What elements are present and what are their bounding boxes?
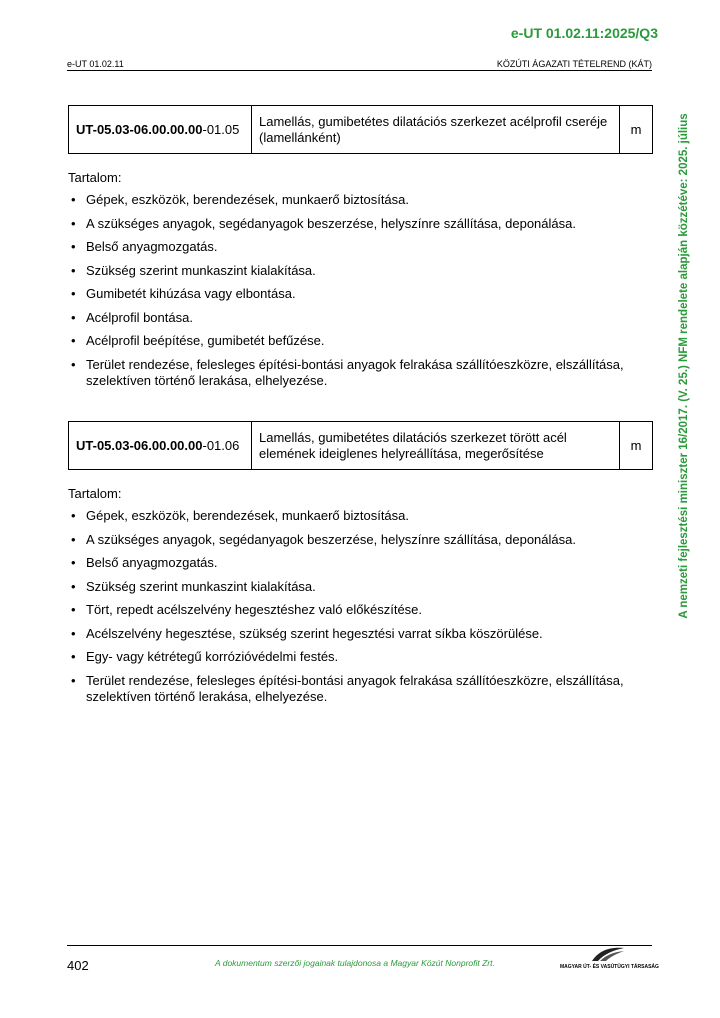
list-item: • Acélprofil beépítése, gumibetét befűzése.	[68, 333, 653, 349]
item-code	[69, 106, 252, 154]
list-item: • Gumibetét kihúzása vagy elbontása.	[68, 286, 653, 302]
item-code-main: UT-05.03-06.00.00.00	[76, 438, 203, 453]
item-contents-1	[68, 170, 653, 396]
item-contents-2	[68, 486, 653, 712]
list-item: • Egy- vagy kétrétegű korrózióvédelmi festés.	[68, 649, 653, 665]
list-item: • Terület rendezése, felesleges építési-bontási anyagok felrakása szállítóeszközre, elszállítása, szelektíven történő lerakása, elhelyezése.	[68, 673, 653, 705]
item-table-2	[68, 421, 653, 470]
header-left-code: e-UT 01.02.11	[67, 59, 124, 69]
list-item: • Acélprofil bontása.	[68, 310, 653, 326]
list-item: • Gépek, eszközök, berendezések, munkaerő biztosítása.	[68, 508, 653, 524]
side-note-text: A nemzeti fejlesztési miniszter 16/2017. (V. 25.) NFM rendelete alapján közzétéve: 2025. július	[678, 113, 690, 619]
item-unit: m	[620, 422, 653, 470]
list-item: • Gépek, eszközök, berendezések, munkaerő biztosítása.	[68, 192, 653, 208]
item-code-suffix: -01.05	[202, 122, 240, 137]
list-item: • Szükség szerint munkaszint kialakítása.	[68, 579, 653, 595]
item-code	[69, 422, 252, 470]
list-item: • Acélszelvény hegesztése, szükség szerint hegesztési varrat síkba köszörülése.	[68, 626, 653, 642]
header-divider	[67, 70, 652, 71]
road-swoosh-icon	[590, 945, 626, 963]
item-code-main: UT-05.03-06.00.00.00	[76, 122, 203, 137]
contents-label: Tartalom:	[68, 170, 122, 185]
contents-label: Tartalom:	[68, 486, 122, 501]
side-publication-note	[673, 100, 695, 632]
item-table-1	[68, 105, 653, 154]
copyright-note: A dokumentum szerzői jogainak tulajdonosa a Magyar Közút Nonprofit Zrt.	[215, 958, 495, 968]
document-code: e-UT 01.02.11:2025/Q3	[510, 25, 658, 41]
list-item: • Belső anyagmozgatás.	[68, 555, 653, 571]
header-right-title: KÖZÚTI ÁGAZATI TÉTELREND (KÁT)	[496, 59, 652, 69]
item-code-suffix: -01.06	[202, 438, 240, 453]
list-item: • Tört, repedt acélszelvény hegesztéshez való előkészítése.	[68, 602, 653, 618]
list-item: • Belső anyagmozgatás.	[68, 239, 653, 255]
contents-list	[68, 192, 653, 389]
item-unit: m	[620, 106, 653, 154]
logo-text: MAGYAR ÚT- ÉS VASÚTÜGYI TÁRSASÁG	[560, 964, 659, 970]
item-description: Lamellás, gumibetétes dilatációs szerkezet törött acél elemének ideiglenes helyreállítása, megerősítése	[252, 422, 620, 470]
contents-list	[68, 508, 653, 705]
list-item: • A szükséges anyagok, segédanyagok beszerzése, helyszínre szállítása, deponálása.	[68, 216, 653, 232]
association-logo	[560, 945, 659, 973]
list-item: • Terület rendezése, felesleges építési-bontási anyagok felrakása szállítóeszközre, elszállítása, szelektíven történő lerakása, elhelyezése.	[68, 357, 653, 389]
list-item: • A szükséges anyagok, segédanyagok beszerzése, helyszínre szállítása, deponálása.	[68, 532, 653, 548]
page-number: 402	[67, 958, 89, 973]
item-description: Lamellás, gumibetétes dilatációs szerkezet acélprofil cseréje (lamellánként)	[252, 106, 620, 154]
list-item: • Szükség szerint munkaszint kialakítása.	[68, 263, 653, 279]
